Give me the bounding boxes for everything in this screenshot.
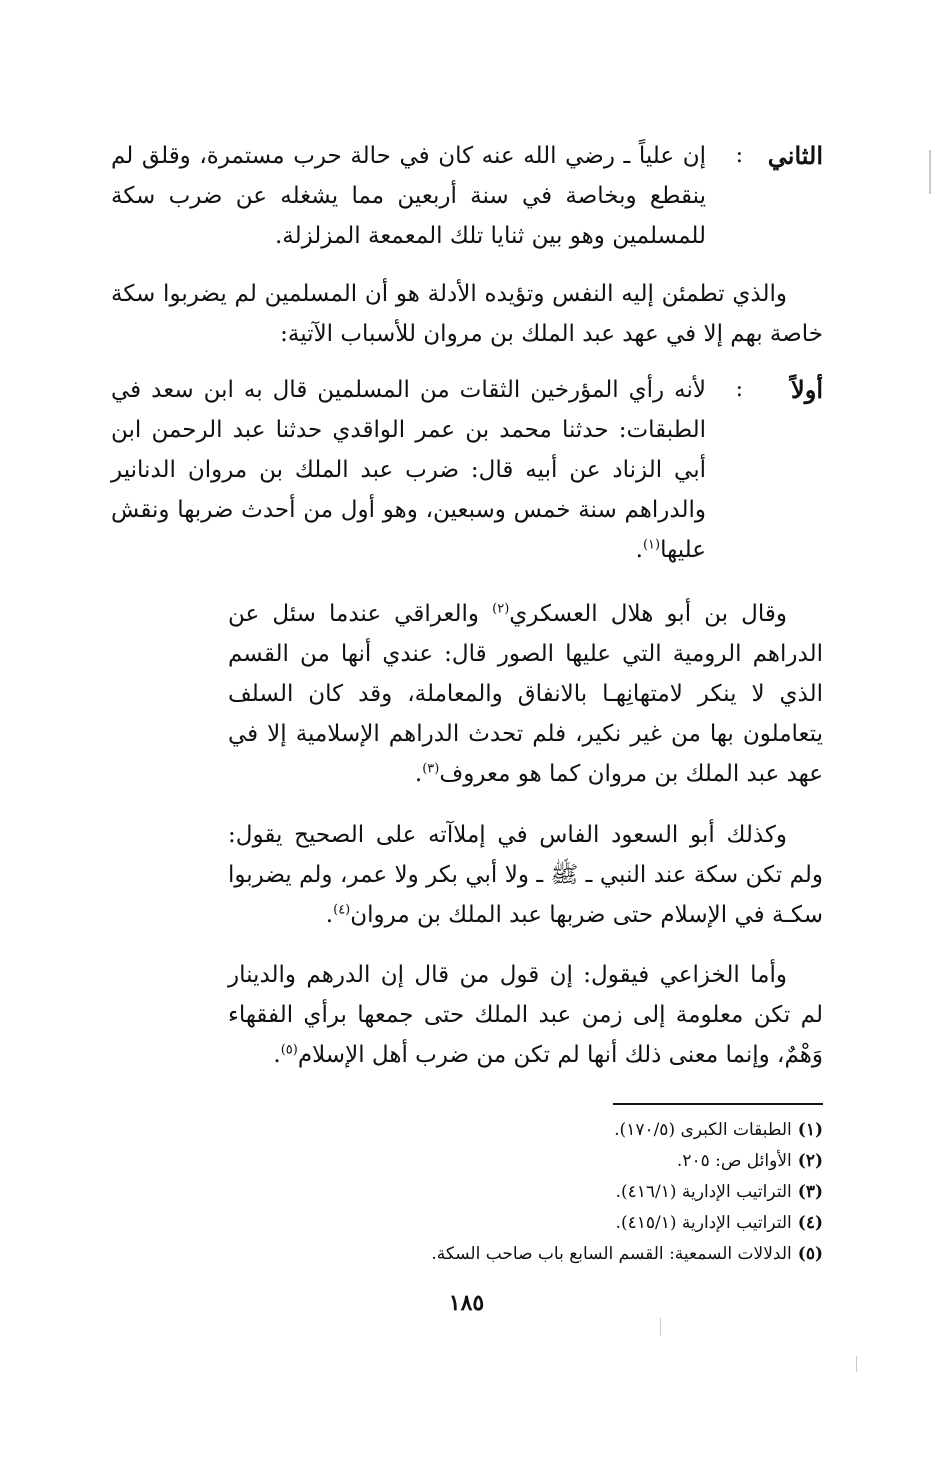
paragraph-khuzai bbox=[228, 955, 823, 1075]
reason-second bbox=[111, 136, 823, 256]
footnote-item bbox=[111, 1115, 823, 1146]
paragraph-body: وكذلك أبو السعود الفاس في إملاآته على الصحيح يقول: ولم تكن سكة عند النبي ـ ﷺ ـ ولا أبي بكر ولا عمر، ولم يضربوا سكـة في الإسلام حتى ضربها عبد الملك بن مروان bbox=[228, 822, 823, 928]
footnote-number: (٢) bbox=[797, 1151, 823, 1171]
sentence-end: . bbox=[635, 537, 643, 563]
footnote-ref: (١) bbox=[642, 537, 661, 553]
footnote-number: (٣) bbox=[797, 1182, 823, 1202]
label-colon: : bbox=[735, 377, 743, 402]
reason-text: إن علياً ـ رضي الله عنه كان في حالة حرب مستمرة، وقلق لم ينقطع وبخاصة في سنة أربعين مما يشغله عن ضرب سكة للمسلمين وهو بين ثنايا تلك المعمعة المزلزلة. bbox=[111, 143, 706, 249]
reason-body: لأنه رأي المؤرخين الثقات من المسلمين قال به ابن سعد في الطبقات: حدثنا محمد بن عمر الواقدي حدثنا عبد الرحمن ابن أبي الزناد عن أبيه قال: ضرب عبد الملك بن مروان الدنانير والدراهم سنة خمس وسبعين، وهو أول من أحدث ضربها ونقش عليها bbox=[111, 377, 706, 563]
footnote-number: (٤) bbox=[797, 1213, 823, 1233]
scan-mark bbox=[856, 1356, 857, 1372]
footnotes bbox=[111, 1115, 823, 1270]
footnote-number: (١) bbox=[797, 1120, 823, 1140]
reason-label: الثاني bbox=[767, 141, 823, 170]
footnote-text: التراتيب الإدارية (٤١٦/١). bbox=[615, 1182, 792, 1202]
paragraph-body: والعراقي عندما سئل عن الدراهم الرومية التي عليها الصور قال: عندي أنها من القسم الذي لا ينكر لامتهانِهـا بالانفاق والمعاملة، وقد كان السلف يتعاملون بها من غير نكير، فلم تحدث الدراهم الإسلامية إلا في عهد عبد الملك بن مروان كما هو معروف bbox=[228, 601, 823, 787]
footnote-text: الدلالات السمعية: القسم السابع باب صاحب السكة. bbox=[431, 1244, 792, 1264]
paragraph-text bbox=[228, 955, 823, 1075]
footnote-item bbox=[111, 1146, 823, 1177]
footnote-ref: (٢) bbox=[492, 601, 510, 617]
footnote-item bbox=[111, 1239, 823, 1270]
paragraph-body: وقال بن أبو هلال العسكري bbox=[509, 601, 787, 627]
footnote-number: (٥) bbox=[797, 1244, 823, 1264]
footnote-ref: (٤) bbox=[333, 902, 351, 918]
footnote-ref: (٥) bbox=[280, 1042, 298, 1058]
scan-mark bbox=[929, 150, 931, 194]
paragraph-text bbox=[228, 594, 823, 794]
intro-paragraph bbox=[111, 274, 823, 354]
footnote-text: التراتيب الإدارية (٤١٥/١). bbox=[615, 1213, 792, 1233]
sentence-end: . bbox=[325, 902, 334, 928]
intro-text: والذي تطمئن إليه النفس وتؤيده الأدلة هو أن المسلمين لم يضربوا سكة خاصة بهم إلا في عهد عبد الملك بن مروان للأسباب الآتية: bbox=[111, 281, 823, 347]
paragraph-fasi bbox=[228, 815, 823, 935]
footnote-item bbox=[111, 1177, 823, 1208]
sentence-end: . bbox=[273, 1042, 281, 1068]
scan-mark bbox=[660, 1318, 661, 1336]
footnote-text: الطبقات الكبرى (١٧٠/٥). bbox=[614, 1120, 792, 1140]
paragraph-askari bbox=[228, 594, 823, 794]
reason-label: أولاً bbox=[791, 375, 823, 404]
paragraph-text bbox=[228, 815, 823, 935]
paragraph-body: وأما الخزاعي فيقول: إن قول من قال إن الدرهم والدينار لم تكن معلومة إلى زمن عبد الملك حتى جمعها برأي الفقهاء وَهْمٌ، وإنما معنى ذلك أنها لم تكن من ضرب أهل الإسلام bbox=[228, 962, 823, 1068]
reason-first bbox=[111, 370, 823, 570]
page-number: ١٨٥ bbox=[448, 1290, 485, 1316]
footnote-separator bbox=[613, 1103, 823, 1105]
footnote-item bbox=[111, 1208, 823, 1239]
sentence-end: . bbox=[414, 761, 423, 787]
footnote-ref: (٣) bbox=[422, 761, 440, 777]
footnote-text: الأوائل ص: ٢٠٥. bbox=[676, 1151, 792, 1171]
label-colon: : bbox=[735, 143, 743, 168]
reason-text bbox=[111, 370, 706, 570]
